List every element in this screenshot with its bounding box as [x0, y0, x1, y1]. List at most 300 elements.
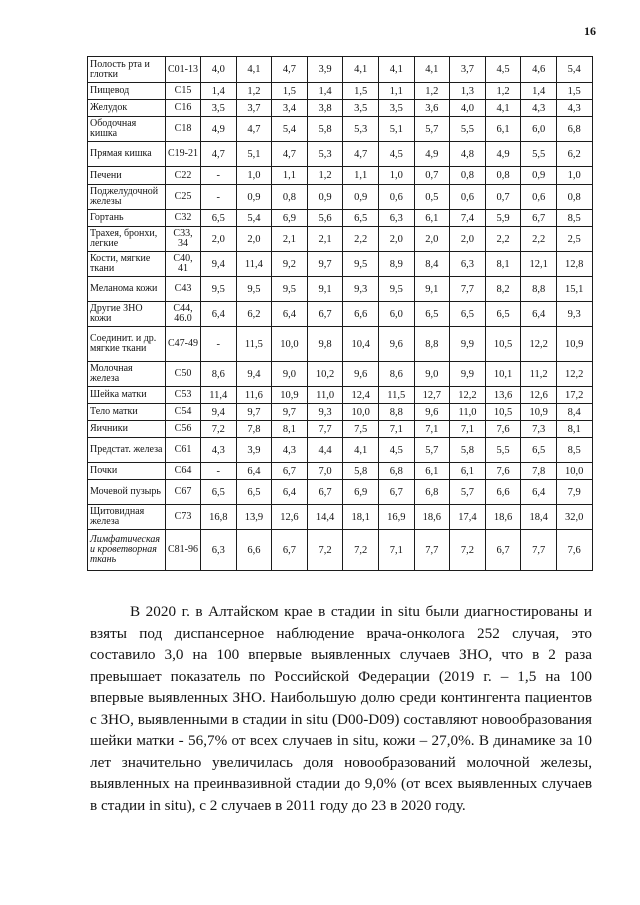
value-cell: 10,5 [485, 327, 521, 362]
icd-code-cell: С32 [166, 210, 201, 227]
site-cell: Кости, мягкие ткани [88, 252, 166, 277]
value-cell: 8,1 [272, 421, 308, 438]
value-cell: 4,7 [272, 57, 308, 83]
value-cell: 5,3 [307, 142, 343, 167]
value-cell: 9,7 [272, 404, 308, 421]
value-cell: 7,8 [521, 463, 557, 480]
value-cell: 6,9 [272, 210, 308, 227]
site-cell: Другие ЗНО кожи [88, 302, 166, 327]
table-row [88, 227, 593, 252]
value-cell: 10,4 [343, 327, 379, 362]
value-cell: 1,5 [556, 83, 592, 100]
value-cell: 6,3 [378, 210, 414, 227]
value-cell: 6,5 [485, 302, 521, 327]
value-cell: 0,6 [521, 185, 557, 210]
value-cell: 32,0 [556, 505, 592, 530]
value-cell: 18,6 [485, 505, 521, 530]
value-cell: 6,0 [378, 302, 414, 327]
value-cell: 6,8 [414, 480, 450, 505]
value-cell: 4,6 [521, 57, 557, 83]
table-row [88, 362, 593, 387]
value-cell: 7,2 [201, 421, 237, 438]
icd-code-cell: С43 [166, 277, 201, 302]
table-row [88, 530, 593, 571]
value-cell: 6,4 [521, 302, 557, 327]
site-cell: Мочевой пузырь [88, 480, 166, 505]
value-cell: 11,0 [307, 387, 343, 404]
value-cell: 3,5 [378, 100, 414, 117]
value-cell: 7,4 [450, 210, 486, 227]
value-cell: 9,9 [450, 362, 486, 387]
value-cell: 17,2 [556, 387, 592, 404]
value-cell: 11,5 [378, 387, 414, 404]
value-cell: 6,9 [343, 480, 379, 505]
table-row [88, 167, 593, 185]
value-cell: 6,5 [521, 438, 557, 463]
value-cell: 9,4 [201, 252, 237, 277]
site-cell: Печени [88, 167, 166, 185]
table-row [88, 277, 593, 302]
value-cell: 9,5 [343, 252, 379, 277]
value-cell: 0,6 [450, 185, 486, 210]
value-cell: 12,4 [343, 387, 379, 404]
value-cell: 9,5 [236, 277, 272, 302]
value-cell: 4,9 [485, 142, 521, 167]
value-cell: 2,0 [201, 227, 237, 252]
value-cell: 6,1 [414, 463, 450, 480]
value-cell: 6,3 [450, 252, 486, 277]
value-cell: 13,6 [485, 387, 521, 404]
value-cell: 6,2 [556, 142, 592, 167]
value-cell: 6,4 [272, 302, 308, 327]
value-cell: 3,9 [236, 438, 272, 463]
value-cell: 18,1 [343, 505, 379, 530]
value-cell: 4,7 [272, 142, 308, 167]
value-cell: 6,5 [450, 302, 486, 327]
value-cell: 3,5 [201, 100, 237, 117]
value-cell: 6,5 [201, 480, 237, 505]
value-cell: 9,4 [201, 404, 237, 421]
value-cell: 4,3 [272, 438, 308, 463]
table-row [88, 100, 593, 117]
value-cell: 17,4 [450, 505, 486, 530]
value-cell: 11,0 [450, 404, 486, 421]
value-cell: 1,2 [485, 83, 521, 100]
value-cell: 8,5 [556, 210, 592, 227]
icd-code-cell: С40, 41 [166, 252, 201, 277]
table-body [88, 57, 593, 571]
value-cell: 2,1 [272, 227, 308, 252]
value-cell: 6,5 [201, 210, 237, 227]
table-row [88, 57, 593, 83]
value-cell: 5,1 [378, 117, 414, 142]
value-cell: 2,2 [343, 227, 379, 252]
site-cell: Поджелудочной железы [88, 185, 166, 210]
table-row [88, 210, 593, 227]
value-cell: 5,7 [414, 117, 450, 142]
value-cell: 0,8 [485, 167, 521, 185]
value-cell: 9,8 [307, 327, 343, 362]
site-cell: Соединит. и др. мягкие ткани [88, 327, 166, 362]
value-cell: - [201, 185, 237, 210]
value-cell: 7,5 [343, 421, 379, 438]
value-cell: 16,9 [378, 505, 414, 530]
value-cell: 9,6 [378, 327, 414, 362]
value-cell: 12,8 [556, 252, 592, 277]
value-cell: 4,9 [414, 142, 450, 167]
value-cell: 6,7 [521, 210, 557, 227]
value-cell: 10,9 [556, 327, 592, 362]
value-cell: 12,1 [521, 252, 557, 277]
value-cell: 9,5 [272, 277, 308, 302]
value-cell: 7,3 [521, 421, 557, 438]
value-cell: 6,1 [450, 463, 486, 480]
value-cell: 1,5 [343, 83, 379, 100]
value-cell: 5,7 [450, 480, 486, 505]
incidence-table [87, 56, 593, 571]
icd-code-cell: С81-96 [166, 530, 201, 571]
site-cell: Ободочная кишка [88, 117, 166, 142]
value-cell: 7,1 [450, 421, 486, 438]
value-cell: 6,0 [521, 117, 557, 142]
value-cell: 4,7 [236, 117, 272, 142]
value-cell: 6,7 [378, 480, 414, 505]
table-row [88, 463, 593, 480]
value-cell: 9,6 [343, 362, 379, 387]
table-row [88, 327, 593, 362]
site-cell: Лимфатическая и кроветворная ткань [88, 530, 166, 571]
value-cell: 1,0 [556, 167, 592, 185]
value-cell: 8,4 [556, 404, 592, 421]
value-cell: 3,6 [414, 100, 450, 117]
value-cell: 11,2 [521, 362, 557, 387]
value-cell: 12,6 [272, 505, 308, 530]
value-cell: 6,7 [272, 463, 308, 480]
value-cell: 0,9 [343, 185, 379, 210]
icd-code-cell: С22 [166, 167, 201, 185]
value-cell: 6,8 [378, 463, 414, 480]
value-cell: 5,4 [272, 117, 308, 142]
value-cell: 6,6 [485, 480, 521, 505]
site-cell: Почки [88, 463, 166, 480]
value-cell: 18,4 [521, 505, 557, 530]
value-cell: 11,5 [236, 327, 272, 362]
value-cell: 1,0 [236, 167, 272, 185]
icd-code-cell: С50 [166, 362, 201, 387]
site-cell: Яичники [88, 421, 166, 438]
value-cell: 4,1 [343, 438, 379, 463]
value-cell: 11,4 [201, 387, 237, 404]
value-cell: 3,8 [307, 100, 343, 117]
value-cell: 7,7 [414, 530, 450, 571]
value-cell: 5,8 [307, 117, 343, 142]
value-cell: 0,7 [414, 167, 450, 185]
value-cell: 5,5 [521, 142, 557, 167]
value-cell: 6,5 [343, 210, 379, 227]
value-cell: 6,6 [343, 302, 379, 327]
value-cell: 9,7 [307, 252, 343, 277]
icd-code-cell: С25 [166, 185, 201, 210]
value-cell: 9,0 [414, 362, 450, 387]
site-cell: Предстат. железа [88, 438, 166, 463]
site-cell: Трахея, бронхи, легкие [88, 227, 166, 252]
table-row [88, 505, 593, 530]
value-cell: 1,5 [272, 83, 308, 100]
value-cell: 8,1 [485, 252, 521, 277]
value-cell: 1,4 [201, 83, 237, 100]
value-cell: 8,6 [378, 362, 414, 387]
table-row [88, 387, 593, 404]
value-cell: 4,3 [201, 438, 237, 463]
icd-code-cell: С56 [166, 421, 201, 438]
site-cell: Прямая кишка [88, 142, 166, 167]
value-cell: 7,2 [343, 530, 379, 571]
value-cell: 4,4 [307, 438, 343, 463]
value-cell: 7,8 [236, 421, 272, 438]
value-cell: 10,0 [272, 327, 308, 362]
value-cell: 5,7 [414, 438, 450, 463]
value-cell: 6,4 [272, 480, 308, 505]
value-cell: 9,7 [236, 404, 272, 421]
value-cell: 9,2 [272, 252, 308, 277]
table-row [88, 404, 593, 421]
value-cell: 10,0 [556, 463, 592, 480]
value-cell: 9,9 [450, 327, 486, 362]
value-cell: 18,6 [414, 505, 450, 530]
icd-code-cell: С01-13 [166, 57, 201, 83]
value-cell: 10,5 [485, 404, 521, 421]
value-cell: 3,5 [343, 100, 379, 117]
value-cell: 9,5 [201, 277, 237, 302]
value-cell: 3,7 [450, 57, 486, 83]
value-cell: 8,6 [201, 362, 237, 387]
value-cell: 15,1 [556, 277, 592, 302]
value-cell: 8,8 [414, 327, 450, 362]
value-cell: 8,4 [414, 252, 450, 277]
value-cell: 8,5 [556, 438, 592, 463]
value-cell: 1,2 [307, 167, 343, 185]
value-cell: 9,1 [414, 277, 450, 302]
value-cell: 7,6 [485, 463, 521, 480]
site-cell: Тело матки [88, 404, 166, 421]
value-cell: 5,1 [236, 142, 272, 167]
value-cell: 10,9 [272, 387, 308, 404]
site-cell: Щитовидная железа [88, 505, 166, 530]
value-cell: 4,8 [450, 142, 486, 167]
value-cell: 4,9 [201, 117, 237, 142]
table-row [88, 302, 593, 327]
value-cell: 12,6 [521, 387, 557, 404]
value-cell: 2,0 [378, 227, 414, 252]
value-cell: 12,2 [521, 327, 557, 362]
icd-code-cell: С18 [166, 117, 201, 142]
site-cell: Шейка матки [88, 387, 166, 404]
value-cell: 10,9 [521, 404, 557, 421]
value-cell: 9,4 [236, 362, 272, 387]
value-cell: 7,6 [485, 421, 521, 438]
table-row [88, 421, 593, 438]
value-cell: 6,4 [236, 463, 272, 480]
site-cell: Полость рта и глотки [88, 57, 166, 83]
site-cell: Пищевод [88, 83, 166, 100]
value-cell: 10,1 [485, 362, 521, 387]
value-cell: 10,0 [343, 404, 379, 421]
value-cell: - [201, 463, 237, 480]
icd-code-cell: С44, 46.0 [166, 302, 201, 327]
value-cell: 1,1 [343, 167, 379, 185]
value-cell: 4,1 [378, 57, 414, 83]
value-cell: 0,5 [414, 185, 450, 210]
value-cell: 6,1 [485, 117, 521, 142]
value-cell: 5,5 [485, 438, 521, 463]
icd-code-cell: С73 [166, 505, 201, 530]
table-row [88, 252, 593, 277]
icd-code-cell: С61 [166, 438, 201, 463]
value-cell: 5,8 [343, 463, 379, 480]
value-cell: 4,1 [236, 57, 272, 83]
value-cell: 2,1 [307, 227, 343, 252]
site-cell: Желудок [88, 100, 166, 117]
value-cell: 9,3 [343, 277, 379, 302]
value-cell: 4,1 [485, 100, 521, 117]
table-row [88, 438, 593, 463]
value-cell: 7,2 [450, 530, 486, 571]
value-cell: 7,1 [414, 421, 450, 438]
value-cell: 6,2 [236, 302, 272, 327]
value-cell: 5,5 [450, 117, 486, 142]
value-cell: 6,7 [272, 530, 308, 571]
value-cell: 3,9 [307, 57, 343, 83]
value-cell: 5,6 [307, 210, 343, 227]
site-cell: Молочная железа [88, 362, 166, 387]
value-cell: 1,3 [450, 83, 486, 100]
value-cell: 2,2 [485, 227, 521, 252]
table-row [88, 83, 593, 100]
value-cell: 6,7 [307, 302, 343, 327]
value-cell: 14,4 [307, 505, 343, 530]
site-cell: Меланома кожи [88, 277, 166, 302]
value-cell: 8,8 [521, 277, 557, 302]
value-cell: 6,3 [201, 530, 237, 571]
value-cell: 11,4 [236, 252, 272, 277]
value-cell: 2,0 [236, 227, 272, 252]
value-cell: 7,1 [378, 421, 414, 438]
value-cell: 0,8 [556, 185, 592, 210]
value-cell: - [201, 327, 237, 362]
value-cell: 9,0 [272, 362, 308, 387]
value-cell: 4,7 [343, 142, 379, 167]
value-cell: 8,2 [485, 277, 521, 302]
value-cell: 9,3 [307, 404, 343, 421]
value-cell: 7,7 [521, 530, 557, 571]
site-cell: Гортань [88, 210, 166, 227]
value-cell: 1,1 [272, 167, 308, 185]
value-cell: 5,3 [343, 117, 379, 142]
body-paragraph: В 2020 г. в Алтайском крае в стадии in situ были диагностированы и взяты под диспансерное наблюдение врача-онколога 252 случая, это составило 3,0 на 100 впервые выявленных случаев ЗНО, что в 2 раза превышает показатель по Российской Федерации (2019 г. – 1,5 на 100 впервые выявленных ЗНО. Наибольшую долю среди контингента пациентов с ЗНО, выявленными в стадии in situ (D00-D09) составляют новообразования шейки матки - 56,7% от всех случаев in situ, кожи – 27,0%. В динамике за 10 лет значительно увеличилась доля новообразований молочной железы, выявленных на преинвазивной стадии до 9,0% (от всех выявленных случаев в стадии in situ), с 2 случаев в 2011 году до 23 в 2020 году. [90, 603, 592, 814]
value-cell: 9,3 [556, 302, 592, 327]
value-cell: 5,4 [556, 57, 592, 83]
icd-code-cell: С15 [166, 83, 201, 100]
value-cell: 6,4 [201, 302, 237, 327]
value-cell: 9,5 [378, 277, 414, 302]
table-row [88, 185, 593, 210]
value-cell: 3,7 [236, 100, 272, 117]
value-cell: 1,4 [521, 83, 557, 100]
value-cell: 2,5 [556, 227, 592, 252]
value-cell: 4,5 [378, 438, 414, 463]
value-cell: 4,3 [556, 100, 592, 117]
value-cell: 9,6 [414, 404, 450, 421]
value-cell: 13,9 [236, 505, 272, 530]
value-cell: 6,4 [521, 480, 557, 505]
value-cell: 1,4 [307, 83, 343, 100]
value-cell: 6,8 [556, 117, 592, 142]
value-cell: 7,2 [307, 530, 343, 571]
value-cell: 8,8 [378, 404, 414, 421]
value-cell: 0,7 [485, 185, 521, 210]
value-cell: 6,6 [236, 530, 272, 571]
value-cell: 6,5 [236, 480, 272, 505]
value-cell: 2,0 [450, 227, 486, 252]
table-row [88, 142, 593, 167]
value-cell: 8,9 [378, 252, 414, 277]
value-cell: 6,7 [485, 530, 521, 571]
value-cell: 12,2 [450, 387, 486, 404]
value-cell: 7,7 [450, 277, 486, 302]
value-cell: 1,0 [378, 167, 414, 185]
value-cell: 12,7 [414, 387, 450, 404]
value-cell: 7,6 [556, 530, 592, 571]
icd-code-cell: С67 [166, 480, 201, 505]
value-cell: 1,2 [236, 83, 272, 100]
value-cell: 7,9 [556, 480, 592, 505]
page-number: 16 [584, 24, 596, 38]
icd-code-cell: С16 [166, 100, 201, 117]
value-cell: 11,6 [236, 387, 272, 404]
value-cell: 3,4 [272, 100, 308, 117]
value-cell: 0,8 [272, 185, 308, 210]
value-cell: 0,6 [378, 185, 414, 210]
value-cell: 9,1 [307, 277, 343, 302]
value-cell: 4,7 [201, 142, 237, 167]
icd-code-cell: С33, 34 [166, 227, 201, 252]
value-cell: 5,9 [485, 210, 521, 227]
value-cell: 0,9 [236, 185, 272, 210]
value-cell: 6,7 [307, 480, 343, 505]
value-cell: 8,1 [556, 421, 592, 438]
icd-code-cell: С47-49 [166, 327, 201, 362]
value-cell: 4,3 [521, 100, 557, 117]
value-cell: 4,1 [343, 57, 379, 83]
icd-code-cell: С19-21 [166, 142, 201, 167]
icd-code-cell: С53 [166, 387, 201, 404]
value-cell: 0,8 [450, 167, 486, 185]
table-row [88, 117, 593, 142]
value-cell: 1,1 [378, 83, 414, 100]
value-cell: 7,1 [378, 530, 414, 571]
value-cell: 2,2 [521, 227, 557, 252]
icd-code-cell: С64 [166, 463, 201, 480]
value-cell: 6,5 [414, 302, 450, 327]
table-row [88, 480, 593, 505]
value-cell: 4,0 [450, 100, 486, 117]
icd-code-cell: С54 [166, 404, 201, 421]
value-cell: 6,1 [414, 210, 450, 227]
value-cell: 0,9 [521, 167, 557, 185]
value-cell: 7,7 [307, 421, 343, 438]
value-cell: - [201, 167, 237, 185]
value-cell: 4,1 [414, 57, 450, 83]
